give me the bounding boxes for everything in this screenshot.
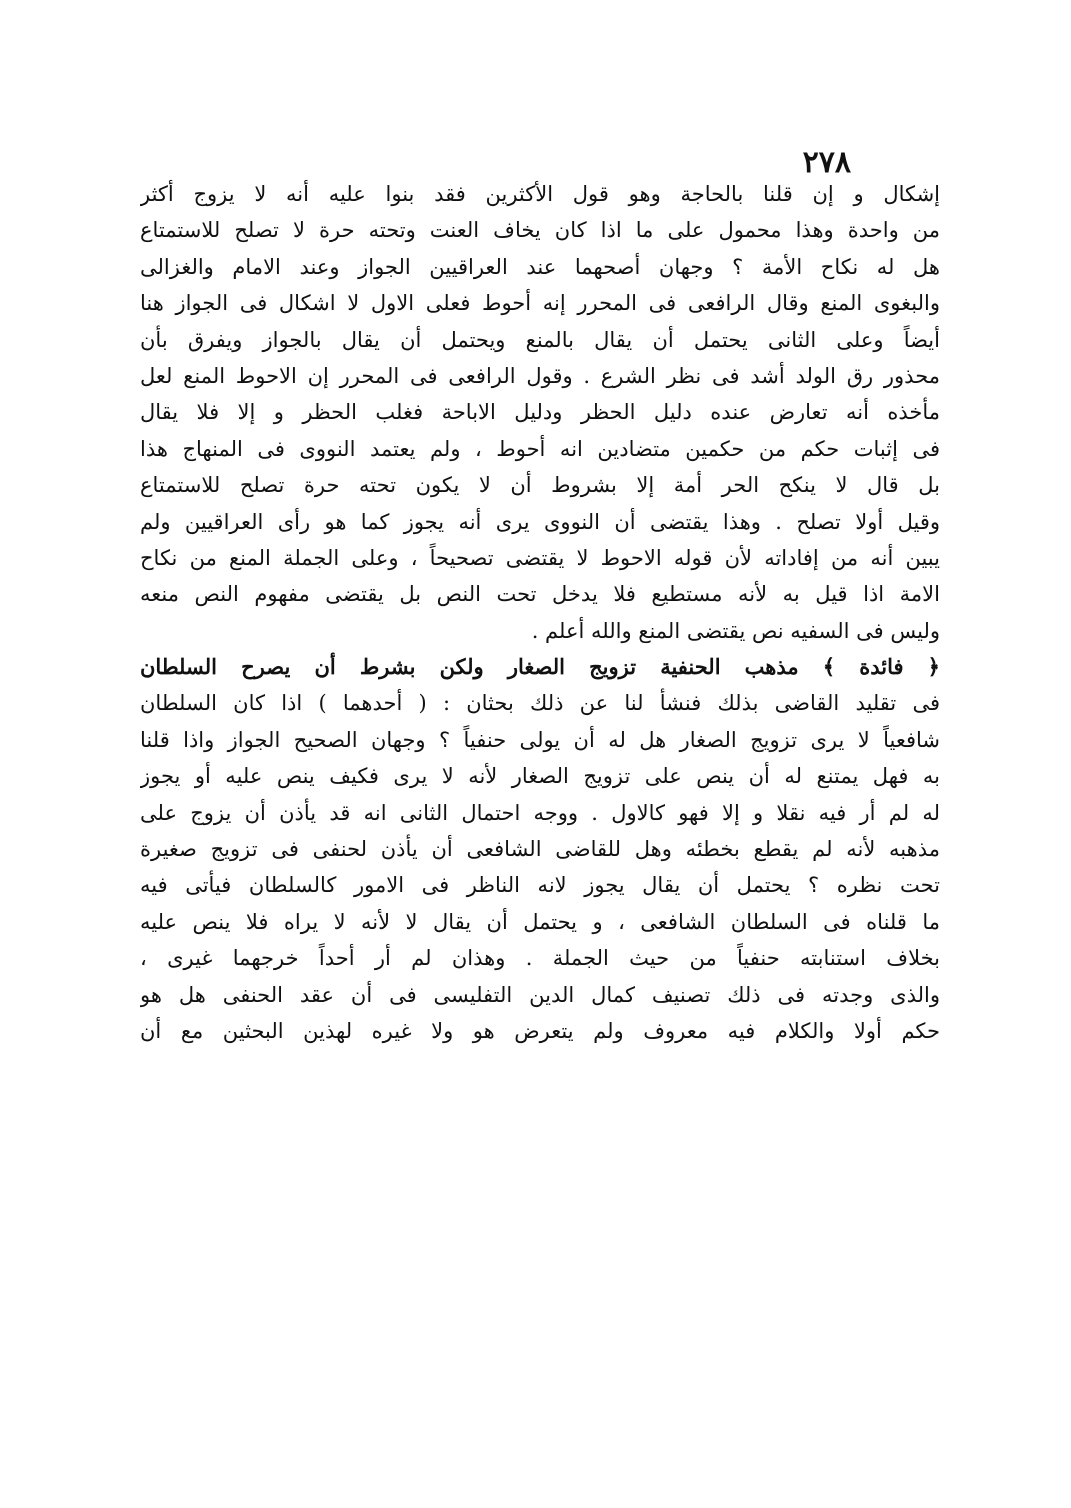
text-line: من واحدة وهذا محمول على ما اذا كان يخاف العنت وتحته حرة لا تصلح للاستمتاع	[140, 218, 940, 243]
text-line: وقيل أولا تصلح . وهذا يقتضى أن النووى يرى أنه يجوز كما هو رأى العراقيين ولم	[140, 509, 940, 534]
text-line: فى تقليد القاضى بذلك فنشأ لنا عن ذلك بحثان : ( أحدهما ) اذا كان السلطان	[140, 691, 940, 716]
text-line: وليس فى السفيه نص يقتضى المنع والله أعلم .	[531, 618, 940, 643]
text-line: له لم أر فيه نقلا و إلا فهو كالاول . ووجه احتمال الثانى انه قد يأذن أن يزوج على	[140, 800, 940, 825]
text-line: والبغوى المنع وقال الرافعى فى المحرر إنه أحوط فعلى الاول لا اشكال فى الجواز هنا	[140, 291, 940, 316]
text-line: ما قلناه فى السلطان الشافعى ، و يحتمل أن يقال لا لأنه لا يراه فلا ينص عليه	[140, 909, 940, 934]
text-line: به فهل يمتنع له أن ينص على تزويج الصغار لأنه لا يرى فكيف ينص عليه أو يجوز	[140, 764, 940, 789]
text-line: أيضاً وعلى الثانى يحتمل أن يقال بالمنع ويحتمل أن يقال بالجواز ويفرق بأن	[140, 327, 940, 352]
text-line: تحت نظره ؟ يحتمل أن يقال يجوز لانه الناظر فى الامور كالسلطان فيأتى فيه	[140, 873, 940, 898]
page-number: ٢٧٨	[802, 145, 851, 180]
text-line: حكم أولا والكلام فيه معروف ولم يتعرض هو ولا غيره لهذين البحثين مع أن	[140, 1018, 940, 1043]
text-line: فى إثبات حكم من حكمين متضادين انه أحوط ، ولم يعتمد النووى فى المنهاج هذا	[140, 436, 940, 461]
text-line: محذور رق الولد أشد فى نظر الشرع . وقول الرافعى فى المحرر إن الاحوط المنع لعل	[140, 363, 940, 388]
text-line: الامة اذا قيل به لأنه مستطيع فلا يدخل تحت النص بل يقتضى مفهوم النص منعه	[140, 582, 940, 607]
text-line: والذى وجدته فى ذلك تصنيف كمال الدين التفليسى فى أن عقد الحنفى هل هو	[140, 982, 940, 1007]
text-line: يبين أنه من إفاداته لأن قوله الاحوط لا يقتضى تصحيحاً ، وعلى الجملة المنع من نكاح	[140, 545, 940, 570]
text-line: بل قال لا ينكح الحر أمة إلا بشروط أن لا يكون تحته حرة تصلح للاستمتاع	[140, 473, 940, 498]
text-line: مذهبه لأنه لم يقطع بخطئه وهل للقاضى الشافعى أن يأذن لحنفى فى تزويج صغيرة	[140, 837, 940, 862]
text-line: إشكال و إن قلنا بالحاجة وهو قول الأكثرين فقد بنوا عليه أنه لا يزوج أكثر	[140, 182, 940, 206]
text-line: بخلاف استنابته حنفياً من حيث الجملة . وهذان لم أر أحداً خرجهما غيرى ،	[140, 946, 940, 971]
text-line: هل له نكاح الأمة ؟ وجهان أصحهما عند العراقيين الجواز وعند الامام والغزالى	[140, 254, 940, 279]
text-line: مأخذه أنه تعارض عنده دليل الحظر ودليل الاباحة فغلب الحظر و إلا فلا يقال	[140, 400, 940, 425]
faida-heading-line: ﴿ فائدة ﴾ مذهب الحنفية تزويج الصغار ولكن بشرط أن يصرح السلطان	[140, 654, 940, 680]
text-line: شافعياً لا يرى تزويج الصغار هل له أن يولى حنفياً ؟ وجهان الصحيح الجواز واذا قلنا	[140, 727, 940, 752]
body-text	[140, 176, 940, 1049]
